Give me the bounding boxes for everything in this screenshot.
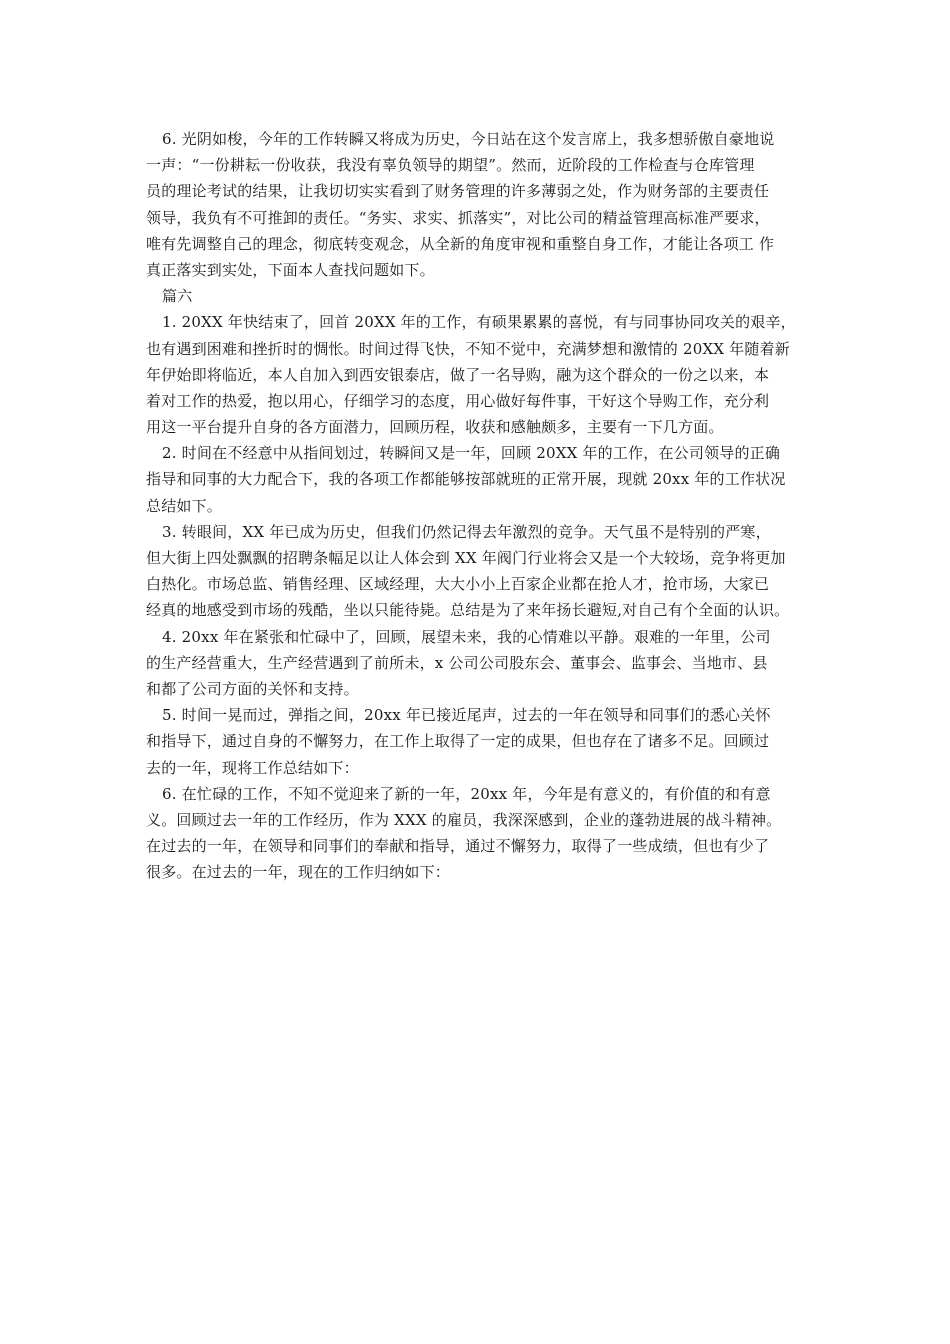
paragraph-first-line: 1. 20XX 年快结束了，回首 20XX 年的工作，有硕果累累的喜悦，有与同事协同攻关的艰辛， — [162, 313, 796, 332]
document-body — [146, 126, 822, 885]
paragraph-first-line: 6. 在忙碌的工作，不知不觉迎来了新的一年，20xx 年，今年是有意义的，有价值的和有意 — [162, 784, 771, 803]
text-line: 着对工作的热爱，抱以用心，仔细学习的态度，用心做好每件事，干好这个导购工作，充分利 — [146, 391, 770, 410]
paragraph-first-line: 5. 时间一晃而过，弹指之间，20xx 年已接近尾声，过去的一年在领导和同事们的悉心关怀 — [162, 706, 771, 725]
text-line: 真正落实到实处，下面本人查找问题如下。 — [146, 260, 435, 279]
paragraph-first-line: 3. 转眼间，XX 年已成为历史，但我们仍然记得去年激烈的竞争。天气虽不是特别的严寒， — [162, 522, 771, 541]
paragraph-first-line: 6. 光阴如梭，今年的工作转瞬又将成为历史，今日站在这个发言席上，我多想骄傲自豪地说 — [162, 130, 775, 148]
text-line: 在过去的一年，在领导和同事们的奉献和指导，通过不懈努力，取得了一些成绩，但也有少了 — [146, 837, 770, 856]
paragraph-first-line: 2. 时间在不经意中从指间划过，转瞬间又是一年，回顾 20XX 年的工作，在公司领导的正确 — [162, 444, 781, 463]
text-line: 经真的地感受到市场的残酷，坐以只能待毙。总结是为了来年扬长避短,对自己有个全面的认识。 — [146, 601, 790, 620]
text-line: 指导和同事的大力配合下，我的各项工作都能够按部就班的正常开展，现就 20xx 年的工作状况 — [146, 470, 786, 489]
text-line: 唯有先调整自己的理念，彻底转变观念，从全新的角度审视和重整自身工作，才能让各项工 作 — [146, 234, 775, 253]
text-line: 也有遇到困难和挫折时的惆怅。时间过得飞快，不知不觉中，充满梦想和激情的 20XX 年随着新 — [146, 339, 790, 358]
text-line: 义。回顾过去一年的工作经历，作为 XXX 的雇员，我深深感到，企业的蓬勃进展的战斗精神。 — [146, 810, 782, 829]
paragraph-first-line: 篇六 — [162, 287, 193, 306]
paragraph-first-line: 4. 20xx 年在紧张和忙碌中了，回顾，展望未来，我的心情难以平静。艰难的一年里，公司 — [162, 627, 771, 646]
text-line: 员的理论考试的结果，让我切切实实看到了财务管理的许多薄弱之处，作为财务部的主要责任 — [146, 182, 770, 201]
text-line: 的生产经营重大，生产经营遇到了前所未，x 公司公司股东会、董事会、监事会、当地市、县 — [146, 653, 768, 672]
text-line: 去的一年，现将工作总结如下： — [146, 758, 359, 777]
text-line: 总结如下。 — [146, 496, 223, 515]
text-line: 领导，我负有不可推卸的责任。“务实、求实、抓落实”，对比公司的精益管理高标准严要求， — [146, 208, 770, 227]
text-line: 和都了公司方面的关怀和支持。 — [146, 679, 359, 698]
text-line: 很多。在过去的一年，现在的工作归纳如下： — [146, 863, 451, 882]
text-line: 和指导下，通过自身的不懈努力，在工作上取得了一定的成果，但也存在了诸多不足。回顾过 — [146, 732, 770, 751]
text-line: 一声：“一份耕耘一份收获，我没有辜负领导的期望”。然而，近阶段的工作检查与仓库管理 — [146, 156, 755, 175]
text-line: 年伊始即将临近，本人自加入到西安银泰店，做了一名导购，融为这个群众的一份之以来，本 — [146, 365, 770, 384]
text-line: 用这一平台提升自身的各方面潜力，回顾历程，收获和感触颇多，主要有一下几方面。 — [146, 418, 724, 437]
text-line: 但大街上四处飘飘的招聘条幅足以让人体会到 XX 年阀门行业将会又是一个大较场，竞争将更加 — [146, 549, 786, 567]
text-line: 白热化。市场总监、销售经理、区域经理，大大小小上百家企业都在抢人才，抢市场，大家已 — [146, 575, 770, 594]
